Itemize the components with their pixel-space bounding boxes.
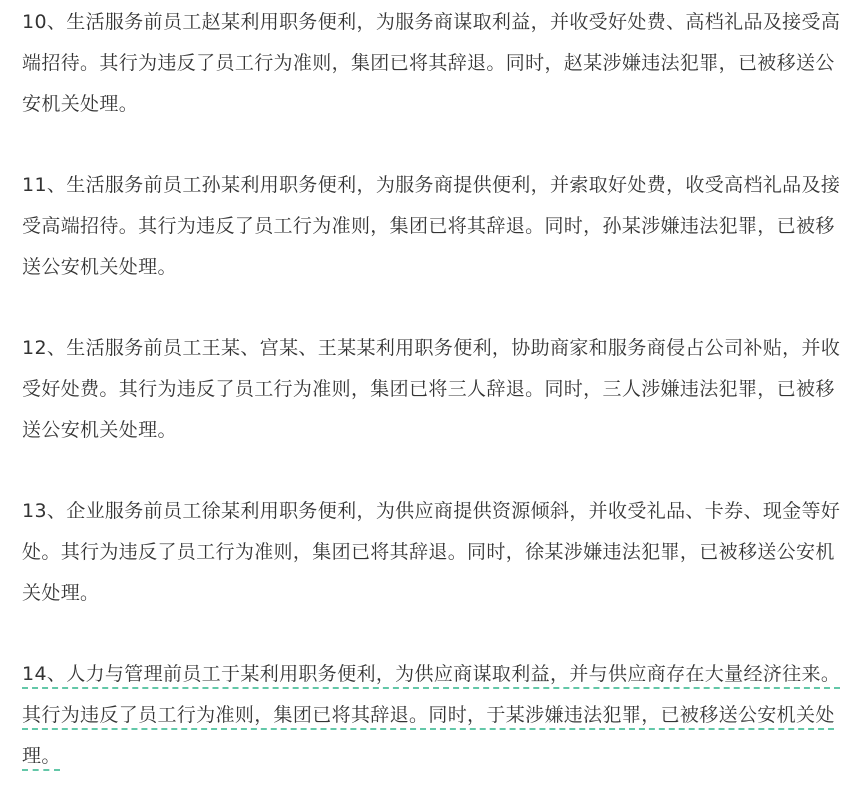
list-item-10: 10、生活服务前员工赵某利用职务便利，为服务商谋取利益，并收受好处费、高档礼品及接受高端招待。其行为违反了员工行为准则，集团已将其辞退。同时，赵某涉嫌违法犯罪，已被移送公安机关处理。 bbox=[22, 11, 841, 115]
list-item-13: 13、企业服务前员工徐某利用职务便利，为供应商提供资源倾斜，并收受礼品、卡券、现金等好处。其行为违反了员工行为准则，集团已将其辞退。同时，徐某涉嫌违法犯罪，已被移送公安机关处理。 bbox=[22, 500, 841, 604]
list-item-11: 11、生活服务前员工孙某利用职务便利，为服务商提供便利，并索取好处费，收受高档礼品及接受高端招待。其行为违反了员工行为准则，集团已将其辞退。同时，孙某涉嫌违法犯罪，已被移送公安机关处理。 bbox=[22, 174, 841, 278]
list-item-12: 12、生活服务前员工王某、宫某、王某某利用职务便利，协助商家和服务商侵占公司补贴，并收受好处费。其行为违反了员工行为准则，集团已将三人辞退。同时，三人涉嫌违法犯罪，已被移送公安机关处理。 bbox=[22, 337, 841, 441]
list-item-14: 14、人力与管理前员工于某利用职务便利，为供应商谋取利益，并与供应商存在大量经济往来。其行为违反了员工行为准则，集团已将其辞退。同时，于某涉嫌违法犯罪，已被移送公安机关处理。 bbox=[22, 663, 841, 767]
